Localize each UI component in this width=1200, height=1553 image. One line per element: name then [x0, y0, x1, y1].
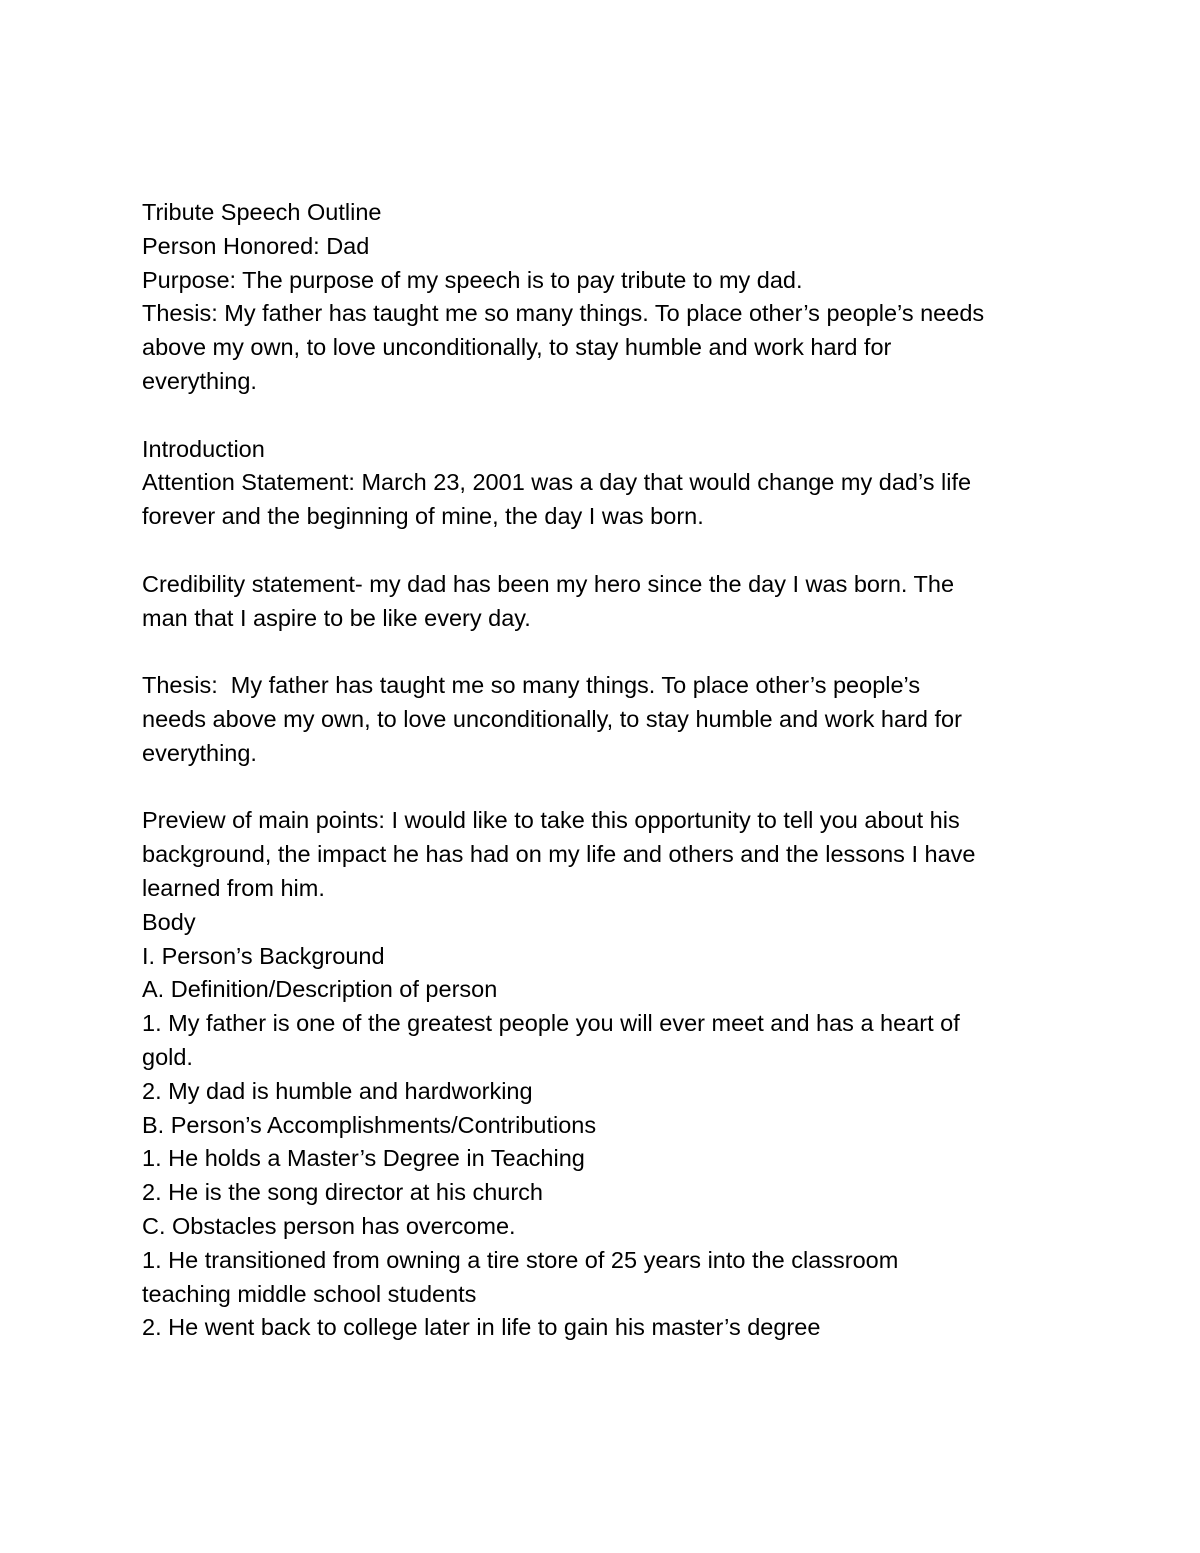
outline-subheading: C. Obstacles person has overcome.	[142, 1212, 516, 1239]
person-honored: Person Honored: Dad	[142, 232, 370, 259]
outline-item: 2. My dad is humble and hardworking	[142, 1077, 533, 1104]
outline-item: teaching middle school students	[142, 1280, 477, 1307]
outline-item: 1. He holds a Master’s Degree in Teaching	[142, 1145, 585, 1172]
outline-item: 2. He went back to college later in life to gain his master’s degree	[142, 1314, 821, 1341]
outline-item: 1. My father is one of the greatest people you will ever meet and has a heart of	[142, 1010, 960, 1037]
thesis-line: above my own, to love unconditionally, to stay humble and work hard for	[142, 334, 892, 361]
outline-item: 2. He is the song director at his church	[142, 1179, 544, 1206]
thesis-line: Thesis: My father has taught me so many things. To place other’s people’s needs	[142, 300, 985, 327]
preview-line: learned from him.	[142, 874, 325, 901]
outline-subheading: A. Definition/Description of person	[142, 976, 498, 1003]
attention-statement-line: forever and the beginning of mine, the day I was born.	[142, 503, 704, 530]
paragraph-gap	[142, 399, 1067, 433]
intro-thesis-line: needs above my own, to love unconditionally, to stay humble and work hard for	[142, 705, 962, 732]
outline-item: gold.	[142, 1043, 193, 1070]
paragraph-gap	[142, 534, 1067, 568]
body-heading: Body	[142, 908, 196, 935]
outline-item: 1. He transitioned from owning a tire store of 25 years into the classroom	[142, 1246, 899, 1273]
attention-statement-line: Attention Statement: March 23, 2001 was a day that would change my dad’s life	[142, 469, 972, 496]
thesis-line: everything.	[142, 367, 257, 394]
document-body	[142, 196, 1067, 1345]
preview-line: background, the impact he has had on my life and others and the lessons I have	[142, 841, 976, 868]
document-title: Tribute Speech Outline	[142, 199, 382, 225]
paragraph-gap	[142, 771, 1067, 805]
credibility-statement-line: Credibility statement- my dad has been my hero since the day I was born. The	[142, 570, 955, 597]
intro-thesis-line: Thesis: My father has taught me so many things. To place other’s people’s	[142, 672, 921, 699]
purpose-statement: Purpose: The purpose of my speech is to pay tribute to my dad.	[142, 266, 803, 293]
intro-thesis-line: everything.	[142, 739, 257, 766]
outline-subheading: B. Person’s Accomplishments/Contributions	[142, 1111, 597, 1138]
credibility-statement-line: man that I aspire to be like every day.	[142, 604, 531, 631]
outline-section-heading: I. Person’s Background	[142, 942, 385, 969]
preview-line: Preview of main points: I would like to take this opportunity to tell you about his	[142, 807, 960, 834]
introduction-heading: Introduction	[142, 435, 265, 462]
paragraph-gap	[142, 635, 1067, 669]
